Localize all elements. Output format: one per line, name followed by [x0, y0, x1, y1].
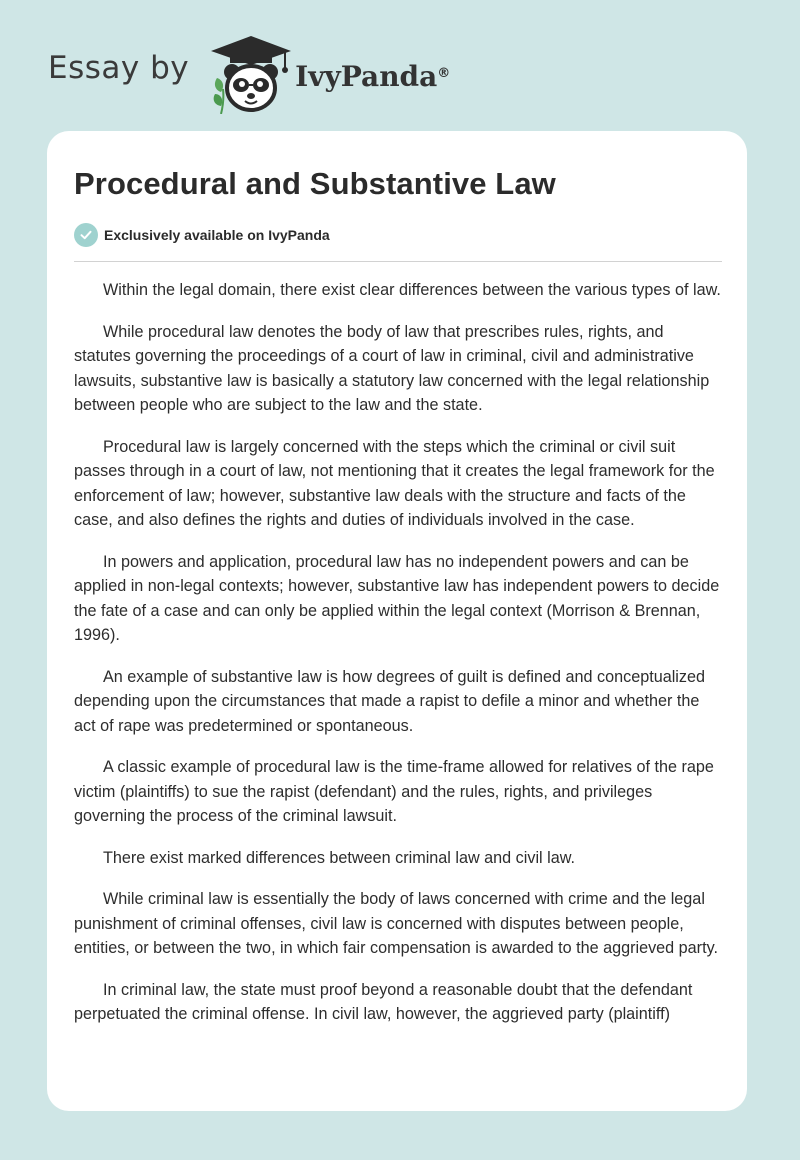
page-title: Procedural and Substantive Law	[74, 166, 556, 201]
paragraph: An example of substantive law is how degrees of guilt is defined and conceptualized depending upon the circumstances that made a rapist to defile a minor and whether the act of rape was predetermined or spontaneous.	[74, 667, 706, 735]
checkmark-icon	[74, 223, 98, 247]
site-header	[48, 34, 450, 114]
paragraph: Procedural law is largely concerned with the steps which the criminal or civil suit passes through in a court of law, not mentioning that it creates the legal framework for the enforcement of law; however, substantive law deals with the structure and facts of the case, and also defines the rights and duties of individuals involved in the case.	[74, 437, 715, 529]
registered-mark: ®	[437, 66, 451, 82]
paragraph: Within the legal domain, there exist clear differences between the various types of law.	[103, 281, 721, 299]
paragraph: In powers and application, procedural law has no independent powers and can be applied in non-legal contexts; however, substantive law has independent powers to decide the fate of a case and can only be applied within the legal context (Morrison & Brennan, 1996).	[74, 552, 720, 644]
paragraph: In criminal law, the state must proof beyond a reasonable doubt that the defendant perpetuated the criminal offense. In civil law, however, the aggrieved party (plaintiff)	[74, 980, 693, 1023]
brand-name[interactable]: IvyPanda®	[295, 59, 451, 93]
divider	[74, 261, 722, 262]
essay-card	[47, 131, 747, 1111]
panda-mascot-icon	[205, 34, 297, 114]
paragraph: While criminal law is essentially the body of laws concerned with crime and the legal punishment of criminal offenses, civil law is concerned with disputes between people, entities, or between the two, in which fair compensation is awarded to the aggrieved party.	[74, 890, 718, 957]
availability-text: Exclusively available on IvyPanda	[104, 227, 330, 243]
paragraph: While procedural law denotes the body of law that prescribes rules, rights, and statutes governing the proceedings of a court of law in criminal, civil and administrative lawsuits, substantive law is basically a statutory law concerned with the legal relationship between people who are subject to the law and the state.	[74, 322, 710, 414]
brand-prefix: Essay by	[48, 50, 190, 86]
essay-body	[74, 278, 721, 1027]
paragraph: A classic example of procedural law is the time-frame allowed for relatives of the rape victim (plaintiffs) to sue the rapist (defendant) and the rules, rights, and privileges governing the process of the criminal lawsuit.	[74, 758, 714, 825]
paragraph: There exist marked differences between criminal law and civil law.	[103, 848, 576, 867]
ivypanda-logo[interactable]	[205, 34, 297, 114]
availability-badge	[74, 221, 721, 249]
